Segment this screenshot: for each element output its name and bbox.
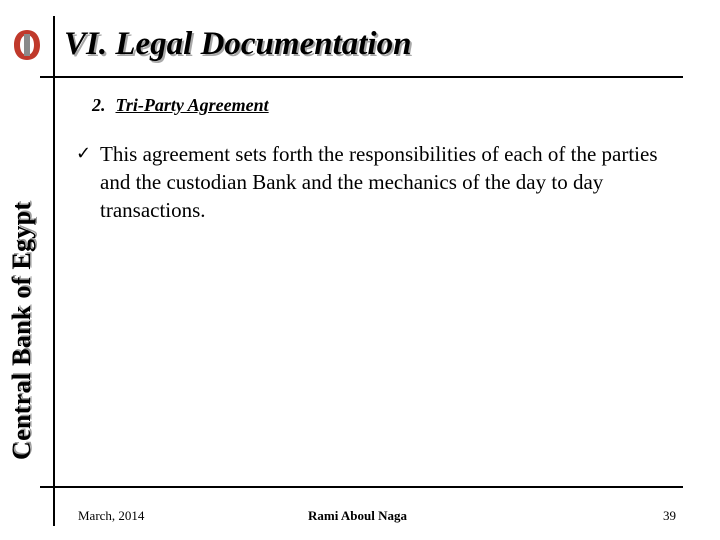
- footer-divider: [40, 486, 683, 488]
- vertical-divider: [53, 16, 55, 526]
- page-number: 39: [663, 508, 676, 523]
- slide-title: VI. Legal Documentation: [64, 26, 412, 62]
- section-title: Tri-Party Agreement: [115, 95, 269, 115]
- footer-date: March, 2014: [78, 508, 145, 523]
- sidebar-organization-name: Central Bank of Egypt: [7, 201, 36, 460]
- title-divider: [40, 76, 683, 78]
- bullet-item: [76, 140, 690, 224]
- section-number: 2.: [92, 95, 106, 115]
- logo-icon: [12, 28, 42, 62]
- footer-author: Rami Aboul Naga: [308, 508, 407, 523]
- section-heading: [92, 95, 269, 116]
- bullet-text: This agreement sets forth the responsibilities of each of the parties and the custodian Bank and the mechanics of the day to day transactions.: [100, 142, 658, 222]
- checkmark-icon: ✓: [76, 143, 92, 164]
